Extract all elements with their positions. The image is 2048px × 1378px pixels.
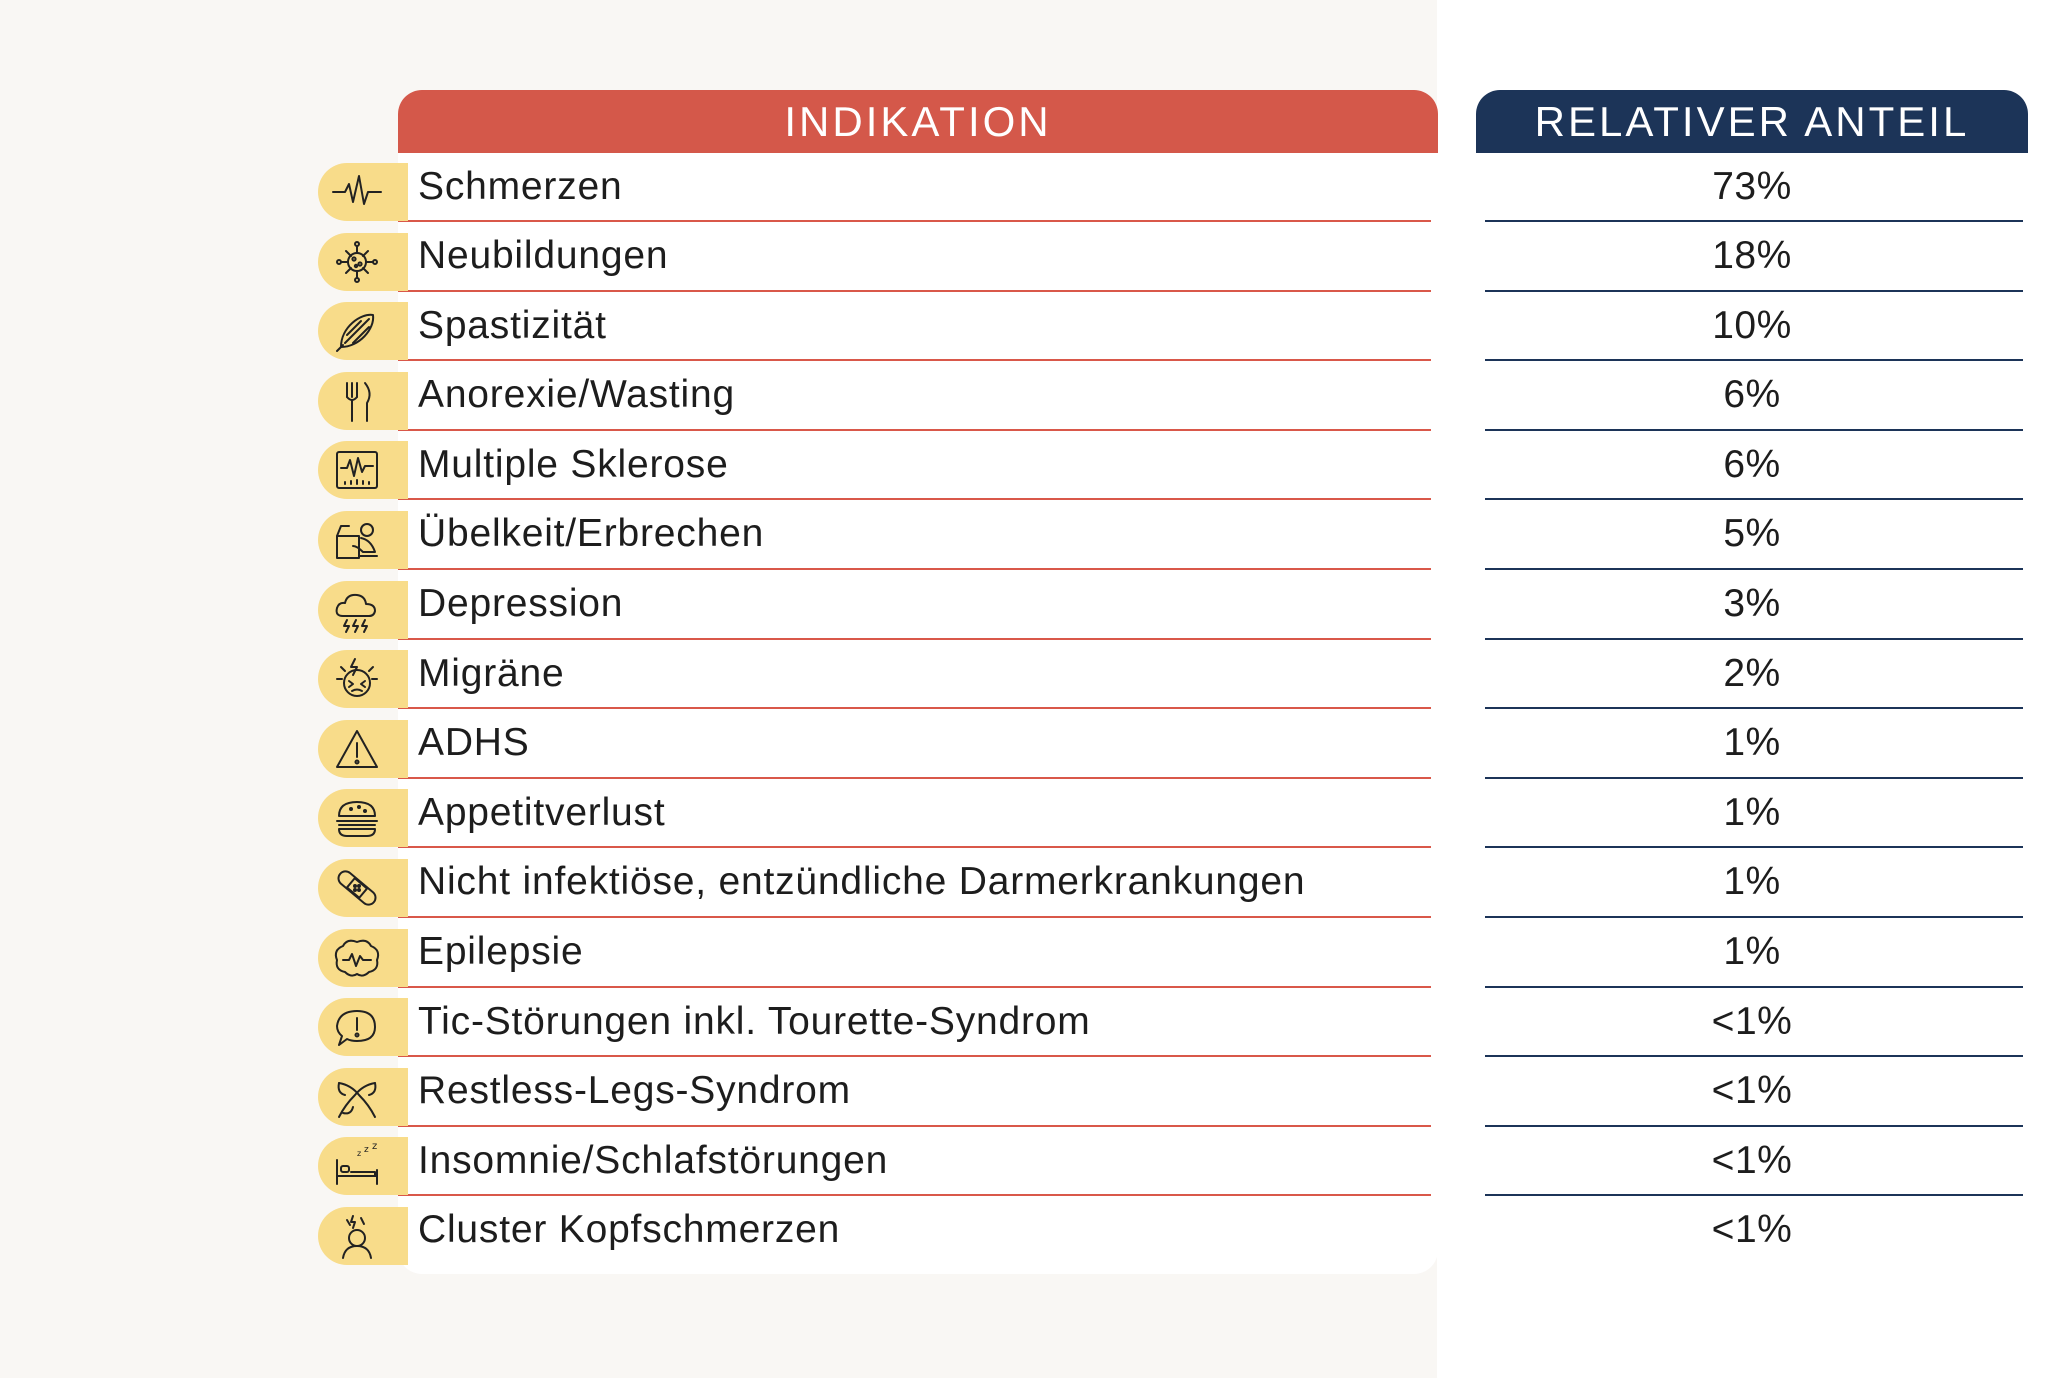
brain-icon — [331, 934, 383, 982]
share-value: 1% — [1723, 721, 1781, 765]
icon-badge — [318, 1068, 408, 1126]
relativer-anteil-column — [1476, 90, 2028, 1274]
icon-badge — [318, 581, 408, 639]
table-row — [398, 779, 1438, 849]
table-row — [1476, 1197, 2028, 1267]
table-row — [398, 501, 1438, 571]
svg-text:z: z — [372, 1142, 378, 1153]
table-row — [398, 988, 1438, 1058]
share-value: 5% — [1723, 512, 1781, 556]
share-value: 1% — [1723, 790, 1781, 834]
icon-badge — [318, 1137, 408, 1195]
relativer-anteil-header: RELATIVER ANTEIL — [1476, 90, 2028, 153]
table-row — [1476, 431, 2028, 501]
indikation-header: INDIKATION — [398, 90, 1438, 153]
bandage-icon — [331, 864, 383, 912]
indication-label: Tic-Störungen inkl. Tourette-Syndrom — [418, 999, 1091, 1043]
indikation-rows — [398, 153, 1438, 1267]
table-row — [398, 1127, 1438, 1197]
icon-badge — [318, 441, 408, 499]
indication-label: Cluster Kopfschmerzen — [418, 1208, 841, 1252]
share-value: <1% — [1711, 999, 1793, 1043]
table-row — [1476, 710, 2028, 780]
table-row — [398, 571, 1438, 641]
indication-label: Depression — [418, 582, 624, 626]
table-row — [1476, 153, 2028, 223]
table-row — [398, 153, 1438, 223]
indication-label: Übelkeit/Erbrechen — [418, 512, 765, 556]
share-value: 3% — [1723, 582, 1781, 626]
icon-badge — [318, 302, 408, 360]
table-row — [398, 1058, 1438, 1128]
table-row — [1476, 988, 2028, 1058]
share-value: 2% — [1723, 651, 1781, 695]
share-value: <1% — [1711, 1208, 1793, 1252]
icon-badge — [318, 1207, 408, 1265]
indication-label: Schmerzen — [418, 164, 623, 208]
icon-badge — [318, 233, 408, 291]
indication-label: Multiple Sklerose — [418, 442, 729, 486]
indication-label: Migräne — [418, 651, 565, 695]
indication-label: Anorexie/Wasting — [418, 373, 735, 417]
share-value: 6% — [1723, 442, 1781, 486]
table-row — [1476, 1127, 2028, 1197]
share-value: 6% — [1723, 373, 1781, 417]
table-row — [1476, 640, 2028, 710]
indication-label: Epilepsie — [418, 930, 584, 974]
table-row — [1476, 919, 2028, 989]
storm-cloud-icon — [331, 586, 383, 634]
indication-label: Insomnie/Schlafstörungen — [418, 1138, 889, 1182]
share-value: 10% — [1712, 303, 1792, 347]
icon-badge — [318, 650, 408, 708]
table-row — [398, 292, 1438, 362]
indication-label: Appetitverlust — [418, 790, 666, 834]
share-value: 18% — [1712, 234, 1792, 278]
share-value: <1% — [1711, 1069, 1793, 1113]
burger-icon — [331, 794, 383, 842]
table-row — [398, 849, 1438, 919]
table-row — [1476, 779, 2028, 849]
table-row — [1476, 292, 2028, 362]
table-row — [398, 223, 1438, 293]
indication-label: Restless-Legs-Syndrom — [418, 1069, 851, 1113]
indication-label: Nicht infektiöse, entzündliche Darmerkrankungen — [418, 860, 1306, 904]
muscle-icon — [331, 307, 383, 355]
indikation-column — [398, 90, 1438, 1274]
icon-badge — [318, 929, 408, 987]
head-pain-icon — [331, 1212, 383, 1260]
relativer-anteil-rows — [1476, 153, 2028, 1267]
monitor-wave-icon — [331, 446, 383, 494]
table-row — [398, 1197, 1438, 1267]
share-value: <1% — [1711, 1138, 1793, 1182]
legs-icon — [331, 1073, 383, 1121]
bed-sleep-icon — [331, 1142, 383, 1190]
pulse-icon — [331, 168, 383, 216]
share-value: 1% — [1723, 930, 1781, 974]
icon-badge — [318, 859, 408, 917]
indication-label: ADHS — [418, 721, 530, 765]
migraine-head-icon — [331, 655, 383, 703]
indication-label: Neubildungen — [418, 234, 669, 278]
speech-alert-icon — [331, 1003, 383, 1051]
vomit-icon — [331, 516, 383, 564]
table-row — [398, 640, 1438, 710]
share-value: 1% — [1723, 860, 1781, 904]
table-row — [398, 710, 1438, 780]
cell-icon — [331, 238, 383, 286]
table-row — [398, 362, 1438, 432]
table-row — [398, 919, 1438, 989]
fork-knife-icon — [331, 377, 383, 425]
table-row — [1476, 501, 2028, 571]
table-row — [398, 431, 1438, 501]
table-row — [1476, 1058, 2028, 1128]
icon-badge — [318, 998, 408, 1056]
table-row — [1476, 571, 2028, 641]
icon-badge — [318, 511, 408, 569]
table-row — [1476, 849, 2028, 919]
warning-icon — [331, 725, 383, 773]
table-row — [1476, 223, 2028, 293]
indication-label: Spastizität — [418, 303, 607, 347]
svg-text:z: z — [364, 1145, 369, 1156]
icon-badge — [318, 789, 408, 847]
table-row — [1476, 362, 2028, 432]
icon-badge — [318, 720, 408, 778]
share-value: 73% — [1712, 164, 1792, 208]
svg-text:z: z — [357, 1149, 362, 1159]
icon-badge — [318, 372, 408, 430]
icon-badge — [318, 163, 408, 221]
